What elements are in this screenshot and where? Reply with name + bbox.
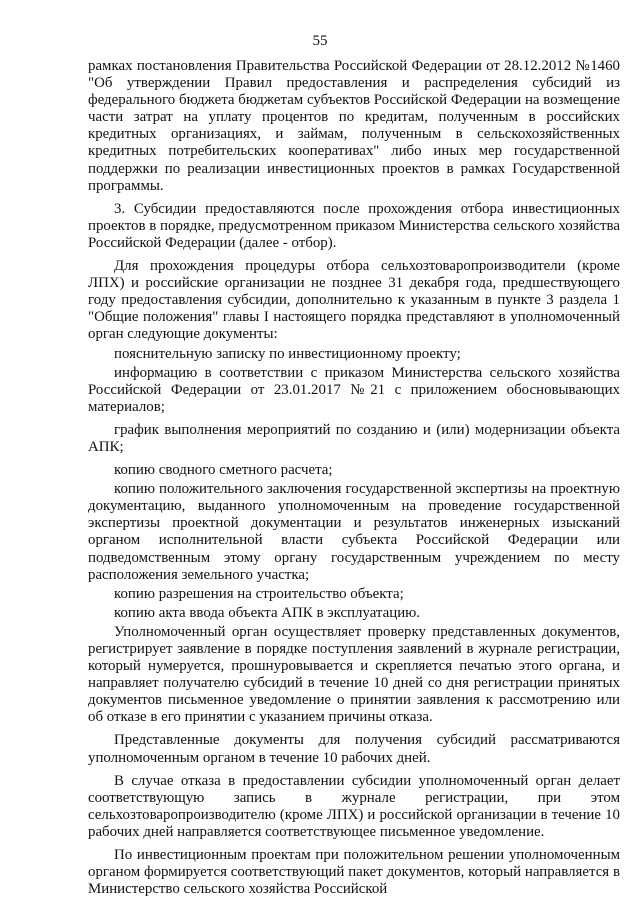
document-list-item: копию сводного сметного расчета;: [114, 462, 333, 479]
document-list-item: копию акта ввода объекта АПК в эксплуатацию.: [114, 604, 421, 621]
paragraph-positive-decision: По инвестиционным проектам при положительном решении уполномоченным органом формируется соответствующий пакет документов, который направляется в Министерство сельского хозяйства Российской: [88, 847, 620, 898]
paragraph-refusal: В случае отказа в предоставлении субсидии уполномоченный орган делает соответствующую запись в журнале регистрации, при этом сельхозтоваропроизводителю (кроме ЛПХ) и российской организации в течение 10 рабочих дней направляется соответствующее письменное уведомление.: [88, 772, 620, 840]
document-list-item: копию положительного заключения государственной экспертизы на проектную документацию, выданного уполномоченным на проведение государственной экспертизы проектной документации и результатов инженерных изысканий органом исполнительной власти субъекта Российской Федерации или подведомственным этому органу государственным учреждением по месту расположения земельного участка;: [88, 481, 620, 583]
document-list-item: информацию в соответствии с приказом Министерства сельского хозяйства Российской Федерации от 23.01.2017 №21 с приложением обосновывающих материалов;: [88, 364, 620, 415]
document-body: [88, 58, 620, 900]
paragraph-selection-procedure: Для прохождения процедуры отбора сельхозтоваропроизводители (кроме ЛПХ) и российские организации не позднее 31 декабря года, предшествующего году предоставления субсидии, дополнительно к указанным в пункте 3 раздела 1 "Общие положения" главы I настоящего порядка представляют в уполномоченный орган следующие документы:: [88, 258, 620, 343]
document-list-item: копию разрешения на строительство объекта;: [114, 585, 404, 602]
document-list-item: пояснительную записку по инвестиционному проекту;: [114, 345, 461, 362]
document-list-item: график выполнения мероприятий по созданию и (или) модернизации объекта АПК;: [88, 421, 620, 455]
page-number: 55: [312, 33, 328, 49]
paragraph-continuation: рамках постановления Правительства Российской Федерации от 28.12.2012 №1460 "Об утверждении Правил предоставления и распределения субсидий из федерального бюджета бюджетам субъектов Российской Федерации на возмещение части затрат на уплату процентов по кредитам, полученным в российских кредитных организациях, и займам, полученным в сельскохозяйственных кредитных потребительских кооперативах" либо иных мер государственной поддержки по реализации инвестиционных проектов в рамках Государственной программы.: [88, 58, 620, 194]
paragraph-verification: Уполномоченный орган осуществляет проверку представленных документов, регистрирует заявление в порядке поступления заявлений в журнале регистрации, который нумеруется, прошнуровывается и скрепляется печатью этого органа, и направляет получателю субсидий в течение 10 дней со дня регистрации принятых документов письменное уведомление о принятии заявления к рассмотрению или об отказе в его принятии с указанием причины отказа.: [88, 623, 620, 726]
paragraph-review-period: Представленные документы для получения субсидий рассматриваются уполномоченным органом в течение 10 рабочих дней.: [88, 732, 620, 766]
paragraph-item-3: 3. Субсидии предоставляются после прохождения отбора инвестиционных проектов в порядке, предусмотренном приказом Министерства сельского хозяйства Российской Федерации (далее - отбор).: [88, 200, 620, 251]
